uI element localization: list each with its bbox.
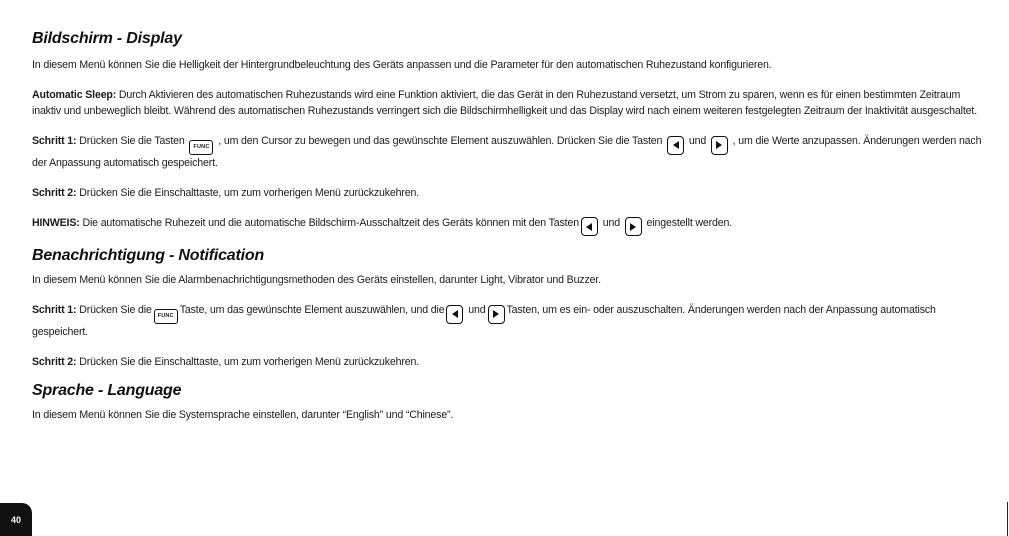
left-arrow-key-icon: [446, 305, 463, 324]
step-2-label: Schritt 2:: [32, 186, 77, 199]
automatic-sleep-label: Automatic Sleep:: [32, 89, 117, 101]
step-text: , um den Cursor zu bewegen und das gewünschte Element auszuwählen. Drücken Sie die Tasten: [215, 135, 666, 147]
display-step-2: [32, 185, 982, 201]
step-text: Taste, um das gewünschte Element auszuwählen, und die: [179, 304, 445, 316]
language-intro: In diesem Menü können Sie die Systemsprache einstellen, darunter “English” und “Chinese”.: [32, 408, 454, 421]
func-key-label: FUNC: [193, 144, 210, 150]
note-label: HINWEIS:: [32, 216, 80, 229]
step-text: Tasten, um es ein- oder auszuschalten. Änderungen werden nach der Anpassung automatisch gespeichert.: [32, 304, 936, 338]
notification-step-2: [32, 354, 982, 370]
step-text: Drücken Sie die: [76, 304, 152, 316]
step-text: und: [465, 304, 486, 316]
display-note: [32, 215, 982, 237]
display-step-1: [32, 133, 982, 171]
section-heading-language: Sprache - Language: [32, 381, 182, 399]
notification-step-1: [32, 302, 982, 340]
step-1-label: Schritt 1:: [32, 135, 77, 147]
display-intro: In diesem Menü können Sie die Helligkeit der Hintergrundbeleuchtung des Geräts anpassen und die Parameter für den automatischen Ruhezustand konfigurieren.: [32, 59, 772, 71]
right-arrow-key-icon: [625, 217, 642, 236]
step-text: und: [686, 135, 709, 147]
func-key-icon: [189, 140, 213, 155]
step-text: Drücken Sie die Tasten: [76, 135, 188, 147]
section-heading-display: Bildschirm - Display: [32, 30, 182, 47]
automatic-sleep-paragraph: [32, 87, 982, 119]
step-1-label: Schritt 1:: [32, 304, 77, 316]
right-arrow-key-icon: [488, 305, 505, 324]
step-2-label: Schritt 2:: [32, 355, 77, 368]
page-number: 40: [0, 503, 32, 536]
note-text: eingestellt werden.: [643, 216, 733, 229]
right-arrow-key-icon: [711, 136, 728, 155]
automatic-sleep-text: Durch Aktivieren des automatischen Ruhezustands wird eine Funktion aktiviert, die das Gerät in den Ruhezustand versetzt, um Strom zu sparen, wenn es für einen bestimmten Zeitraum inaktiv und unbeweglich bleibt. Während des automatischen Ruhezustands verringert sich die Bildschirmhelligkeit und das Display wird nach einem weiteren festgelegten Zeitraum der Inaktivität ausgeschaltet.: [32, 89, 977, 117]
notification-intro: In diesem Menü können Sie die Alarmbenachrichtigungsmethoden des Geräts einstellen, darunter Light, Vibrator und Buzzer.: [32, 274, 601, 286]
page-content: [32, 30, 982, 423]
note-text: und: [599, 216, 623, 229]
left-arrow-key-icon: [667, 136, 684, 155]
step-text: Drücken Sie die Einschalttaste, um zum vorherigen Menü zurückzukehren.: [76, 355, 420, 368]
func-key-label: FUNC: [157, 313, 174, 319]
left-arrow-key-icon: [581, 217, 598, 236]
note-text: Die automatische Ruhezeit und die automatische Bildschirm-Ausschaltzeit des Geräts können mit den Tasten: [79, 216, 579, 229]
func-key-icon: [154, 309, 178, 324]
step-text: , um die Werte anzupassen. Änderungen werden nach der Anpassung automatisch gespeichert.: [32, 135, 982, 169]
right-edge-rule: [1007, 502, 1008, 536]
step-text: Drücken Sie die Einschalttaste, um zum vorherigen Menü zurückzukehren.: [76, 186, 420, 199]
section-heading-notification: Benachrichtigung - Notification: [32, 247, 265, 264]
